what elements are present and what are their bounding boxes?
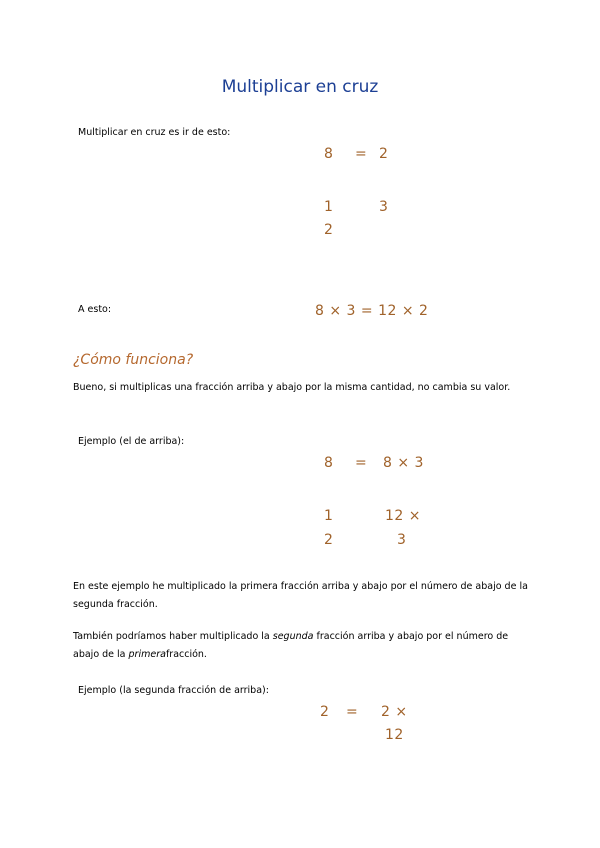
example2-den-right: 12 [385,727,404,743]
example2-num-left: 2 [320,704,330,720]
fraction1-den-right: 3 [379,199,389,215]
example1-label: Ejemplo (el de arriba): [78,436,185,447]
paragraph-3-part3: fracción. [165,649,207,660]
example2-equals: = [346,704,359,720]
example1-den-right-2: 3 [397,532,407,548]
paragraph-3-part1: También podríamos haber multiplicado la [73,631,273,642]
explanation-paragraph: Bueno, si multiplicas una fracción arriba y abajo por la misma cantidad, no cambia su valor. [73,382,511,393]
result-expression: 8 × 3 = 12 × 2 [315,303,429,319]
paragraph-2: En este ejemplo he multiplicado la primera fracción arriba y abajo por el número de abajo de la segunda fracción. [73,581,528,610]
intro-label: Multiplicar en cruz es ir de esto: [78,127,231,138]
example1-den-left-2: 2 [324,532,334,548]
fraction1-num-left: 8 [324,146,334,162]
paragraph-3-emphasis-segunda: segunda [272,631,314,642]
page-title: Multiplicar en cruz [221,77,379,97]
paragraph-3-emphasis-primera: primera [128,649,166,660]
example1-equals: = [355,455,368,471]
result-label: A esto: [78,304,112,315]
paragraph-3-part2: fracción arriba y abajo por el número de abajo de la [73,631,509,660]
section-heading: ¿Cómo funciona? [73,352,194,368]
example2-num-right: 2 × [381,704,408,720]
fraction1-den-left-1: 1 [324,199,334,215]
fraction1-num-right: 2 [379,146,389,162]
fraction1-den-left-2: 2 [324,222,334,238]
fraction1-equals: = [355,146,368,162]
example1-num-left: 8 [324,455,334,471]
paragraph-3 [73,628,533,664]
example1-num-right: 8 × 3 [383,455,424,471]
example2-label: Ejemplo (la segunda fracción de arriba): [78,685,269,696]
example1-den-left-1: 1 [324,508,334,524]
example1-den-right-1: 12 × [385,508,421,524]
